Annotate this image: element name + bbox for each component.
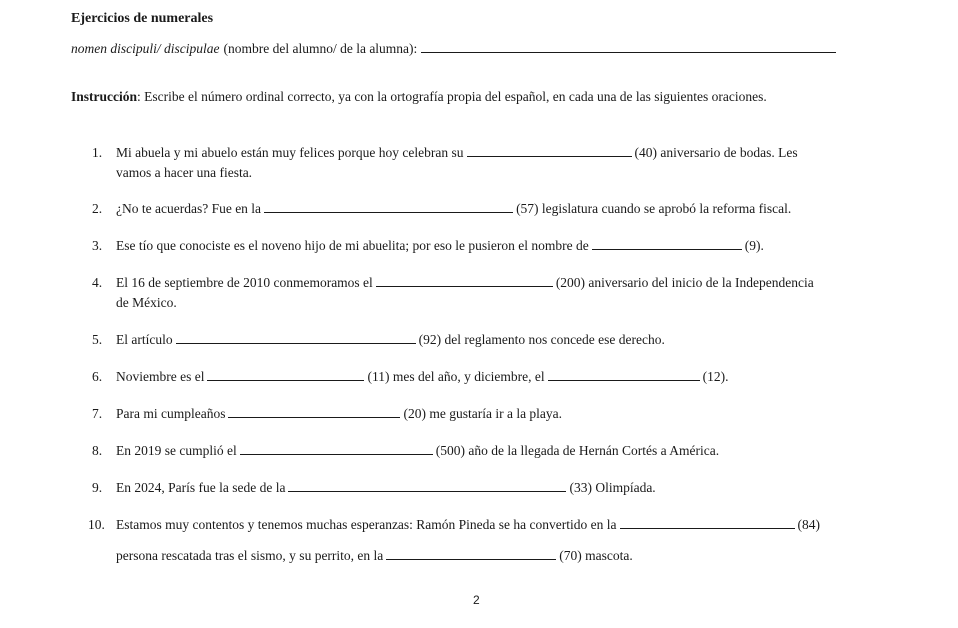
- item-number: 6.: [92, 369, 103, 384]
- item-text-before: Ese tío que conociste es el noveno hijo de mi abuelita; por eso le pusieron el nombre de: [116, 238, 589, 253]
- student-name-blank[interactable]: [421, 40, 836, 53]
- item-number: 7.: [92, 406, 103, 421]
- item-number: 2.: [92, 201, 103, 216]
- item-text-after: (200) aniversario del inicio de la Independencia: [555, 275, 814, 290]
- instruction-text: : Escribe el número ordinal correcto, ya con la ortografía propia del español, en cada una de las siguientes oraciones.: [137, 89, 767, 104]
- exercise-item-2: [92, 199, 791, 219]
- item-text-after: (12).: [702, 369, 729, 384]
- item-text-before: ¿No te acuerdas? Fue en la: [116, 201, 262, 216]
- exercise-item-4: [92, 273, 814, 310]
- item-text-after: (33) Olimpíada.: [569, 480, 656, 495]
- exercise-item-5: [92, 330, 665, 350]
- item-number: 10.: [88, 517, 105, 532]
- item-text-before: En 2019 se cumplió el: [116, 443, 237, 458]
- answer-blank-2[interactable]: [386, 547, 556, 560]
- page-title: Ejercicios de numerales: [71, 11, 214, 26]
- answer-blank[interactable]: [176, 331, 416, 344]
- exercise-item-1: [92, 143, 798, 180]
- item-text-after: (70) mascota.: [559, 548, 633, 563]
- item-text-after: (9).: [744, 238, 764, 253]
- student-spanish-label: (nombre del alumno/ de la alumna):: [223, 41, 418, 56]
- item-text-continuation: de México.: [116, 295, 177, 310]
- answer-blank[interactable]: [376, 274, 553, 287]
- item-text-after: (20) me gustaría ir a la playa.: [403, 406, 563, 421]
- exercise-item-3: [92, 236, 764, 256]
- exercise-item-10: [88, 515, 820, 535]
- answer-blank[interactable]: [592, 237, 742, 250]
- student-latin-label: nomen discipuli/ discipulae: [71, 41, 220, 56]
- answer-blank-1[interactable]: [207, 368, 364, 381]
- item-number: 1.: [92, 145, 103, 160]
- answer-blank[interactable]: [228, 405, 400, 418]
- item-text-middle: (11) mes del año, y diciembre, el: [367, 369, 545, 384]
- exercise-item-6: [92, 367, 729, 387]
- item-number: 3.: [92, 238, 103, 253]
- item-text-before: persona rescatada tras el sismo, y su perrito, en la: [116, 548, 384, 563]
- item-number: 9.: [92, 480, 103, 495]
- item-number: 8.: [92, 443, 103, 458]
- item-text-before: Para mi cumpleaños: [116, 406, 226, 421]
- item-text-before: Estamos muy contentos y tenemos muchas esperanzas: Ramón Pineda se ha convertido en la: [116, 517, 617, 532]
- exercise-item-7: [92, 404, 562, 424]
- answer-blank[interactable]: [264, 200, 513, 213]
- item-text-after: (40) aniversario de bodas. Les: [634, 145, 798, 160]
- answer-blank[interactable]: [467, 144, 632, 157]
- item-number: 4.: [92, 275, 103, 290]
- item-text-continuation: vamos a hacer una fiesta.: [116, 165, 253, 180]
- exercise-item-9: [92, 478, 656, 498]
- item-text-before: Mi abuela y mi abuelo están muy felices porque hoy celebran su: [116, 145, 464, 160]
- item-text-before: Noviembre es el: [116, 369, 205, 384]
- exercise-item-8: [92, 441, 719, 461]
- item-text-before: El 16 de septiembre de 2010 conmemoramos el: [116, 275, 373, 290]
- answer-blank-2[interactable]: [548, 368, 700, 381]
- student-name-line: [71, 40, 836, 57]
- instruction-label: Instrucción: [71, 89, 138, 104]
- answer-blank[interactable]: [288, 479, 566, 492]
- item-text-after: (500) año de la llegada de Hernán Cortés a América.: [435, 443, 720, 458]
- answer-blank-1[interactable]: [620, 516, 795, 529]
- exercise-item-10-line-2: [116, 546, 633, 566]
- item-text-after: (92) del reglamento nos concede ese derecho.: [418, 332, 665, 347]
- answer-blank[interactable]: [240, 442, 433, 455]
- item-text-before: El artículo: [116, 332, 173, 347]
- item-text-before: En 2024, París fue la sede de la: [116, 480, 286, 495]
- instruction: [71, 89, 767, 105]
- item-text-after: (57) legislatura cuando se aprobó la reforma fiscal.: [516, 201, 792, 216]
- item-number: 5.: [92, 332, 103, 347]
- page-number: 2: [473, 593, 480, 607]
- item-text-after: (84): [797, 517, 820, 532]
